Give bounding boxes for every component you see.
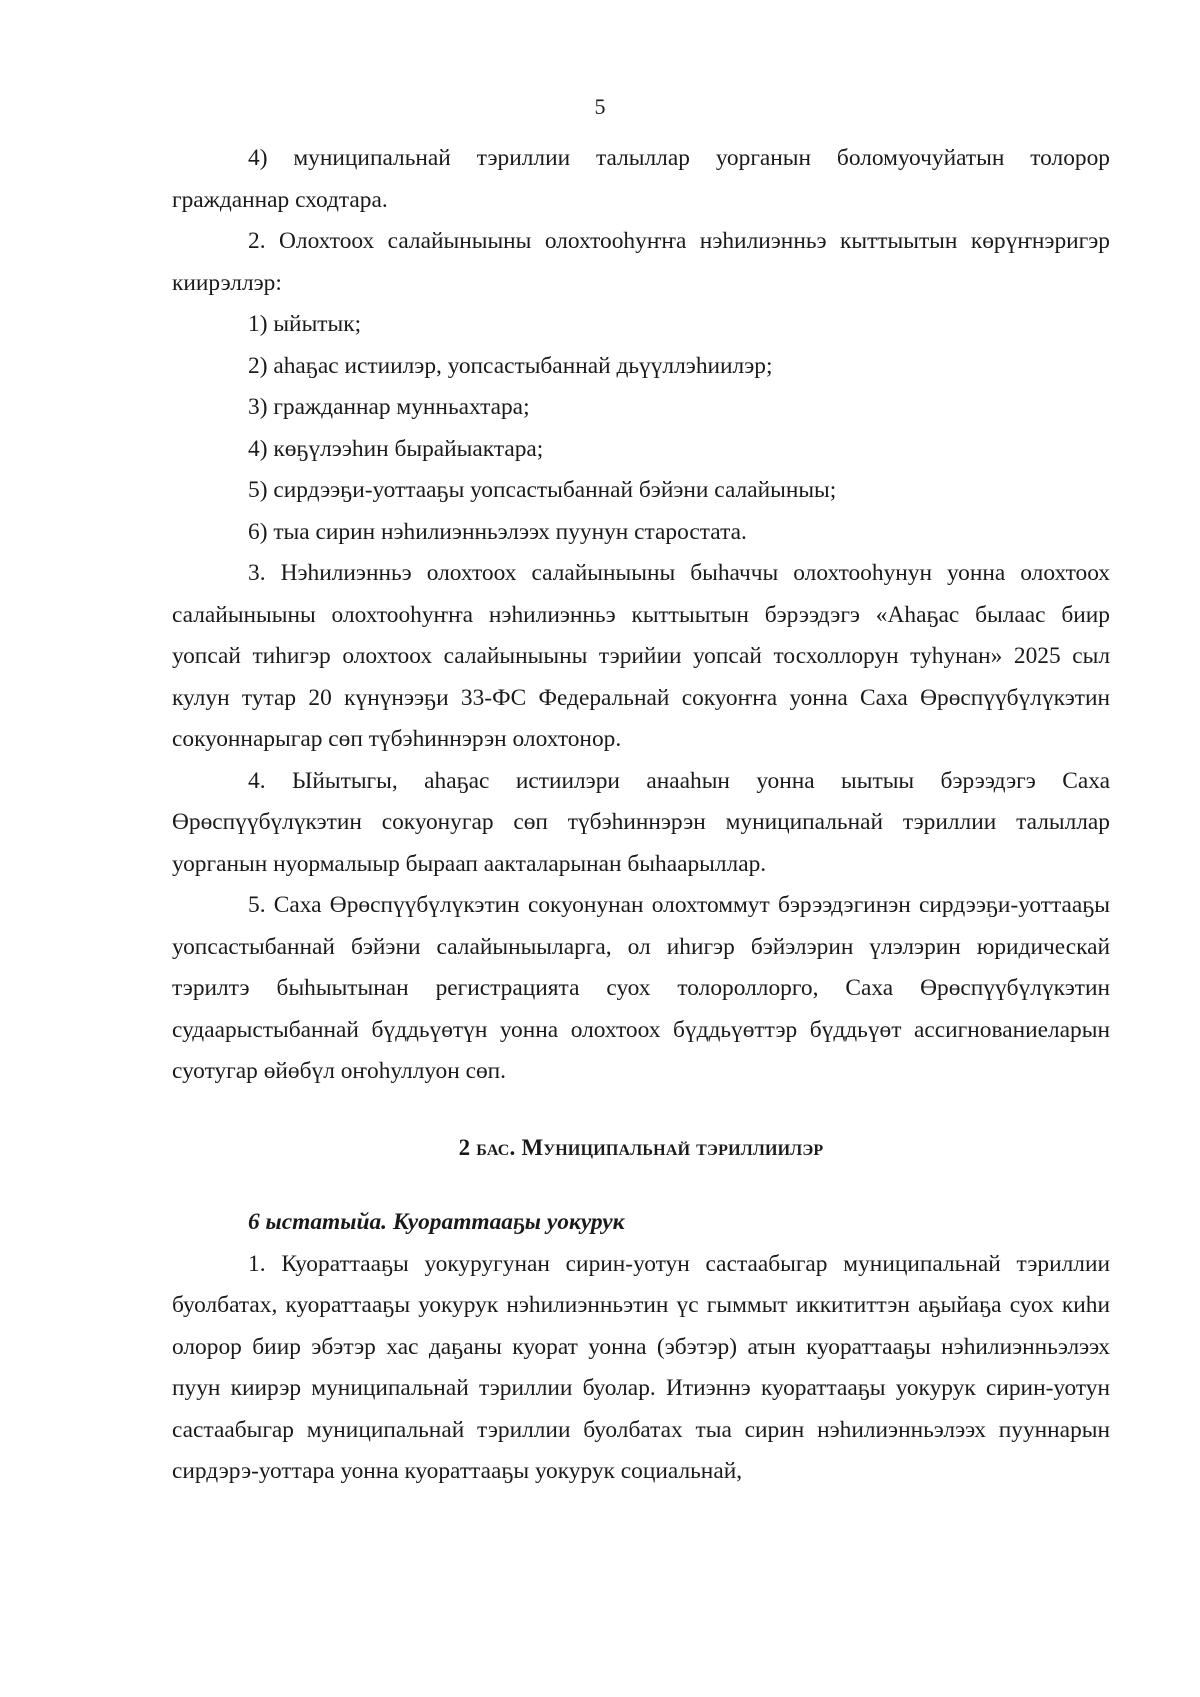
paragraph-2: 2. Олохтоох салайыныыны олохтооһуҥҥа нэһилиэнньэ кыттыытын көрүҥнэригэр киирэллэр: [172,228,1110,296]
list-item-1: 1) ыйытык; [248,311,362,337]
section-heading: 2 бас. Муниципальнай тэриллиилэр [458,1134,824,1160]
paragraph-3: 3. Нэһилиэнньэ олохтоох салайыныыны быһаччы олохтооһунун уонна олохтоох салайыныыны олохтооһуҥҥа нэһилиэнньэ кыттыытын бэрээдэгэ «Аһаҕас былаас биир уопсай тиһигэр олохтоох салайыныыны тэрийии уопсай тосхоллорун туһунан» 2025 сыл кулун тутар 20 күнүнээҕи 33-ФС Федеральнай сокуоҥҥа уонна Саха Өрөспүүбүлүкэтин сокуоннарыгар сөп түбэһиннэрэн олохтонор. [172,560,1110,752]
document-body [172,138,1110,1493]
paragraph-1-item-4: 4) муниципальнай тэриллии талыллар уорганын боломуочуйатын толорор гражданнар сходтара. [172,145,1110,213]
paragraph-4: 4. Ыйытыгы, аһаҕас истиилэри анааһын уонна ыытыы бэрээдэгэ Саха Өрөспүүбүлүкэтин сокуонугар сөп түбэһиннэрэн муниципальнай тэриллии талыллар уорганын нуормалыыр быраап аакталарынан быһаарыллар. [172,767,1110,877]
article-title: 6 ыстатыйа. Куораттааҕы уокурук [248,1209,625,1235]
paragraph-5: 5. Саха Өрөспүүбүлүкэтин сокуонунан олохтоммут бэрээдэгинэн сирдээҕи-уоттааҕы уопсастыбаннай бэйэни салайыныыларга, ол иһигэр бэйэлэрин үлэлэрин юридическай тэрилтэ быһыытынан регистрацията суох толороллорго, Саха Өрөспүүбүлүкэтин судаарыстыбаннай бүддьүөтүн уонна олохтоох бүддьүөттэр бүддьүөт ассигнованиеларын суотугар өйөбүл оҥоһуллуон сөп. [172,892,1110,1084]
page-number: 5 [594,94,606,119]
list-item-5: 5) сирдээҕи-уоттааҕы уопсастыбаннай бэйэни салайыныы; [248,477,837,503]
list-item-6: 6) тыа сирин нэһилиэнньэлээх пуунун старостата. [248,518,747,545]
list-item-4: 4) көҕүлээһин бырайыактара; [248,435,544,462]
list-item-3: 3) гражданнар мунньахтара; [248,394,530,420]
list-item-2: 2) аһаҕас истиилэр, уопсастыбаннай дьүүллэһиилэр; [248,352,773,379]
article-paragraph-1: 1. Куораттааҕы уокуругунан сирин-уотун састаабыгар муниципальнай тэриллии буолбатах, куораттааҕы уокурук нэһилиэнньэтин үс гыммыт иккититтэн аҕыйаҕа суох киһи олорор биир эбэтэр хас даҕаны куорат уонна (эбэтэр) атын куораттааҕы нэһилиэнньэлээх пуун киирэр муниципальнай тэриллии буолар. Итиэннэ куораттааҕы уокурук сирин-уотун састаабыгар муниципальнай тэриллии буолбатах тыа сирин нэһилиэнньэлээх пууннарын сирдэрэ-уоттара уонна куораттааҕы уокурук социальнай, [172,1250,1110,1484]
